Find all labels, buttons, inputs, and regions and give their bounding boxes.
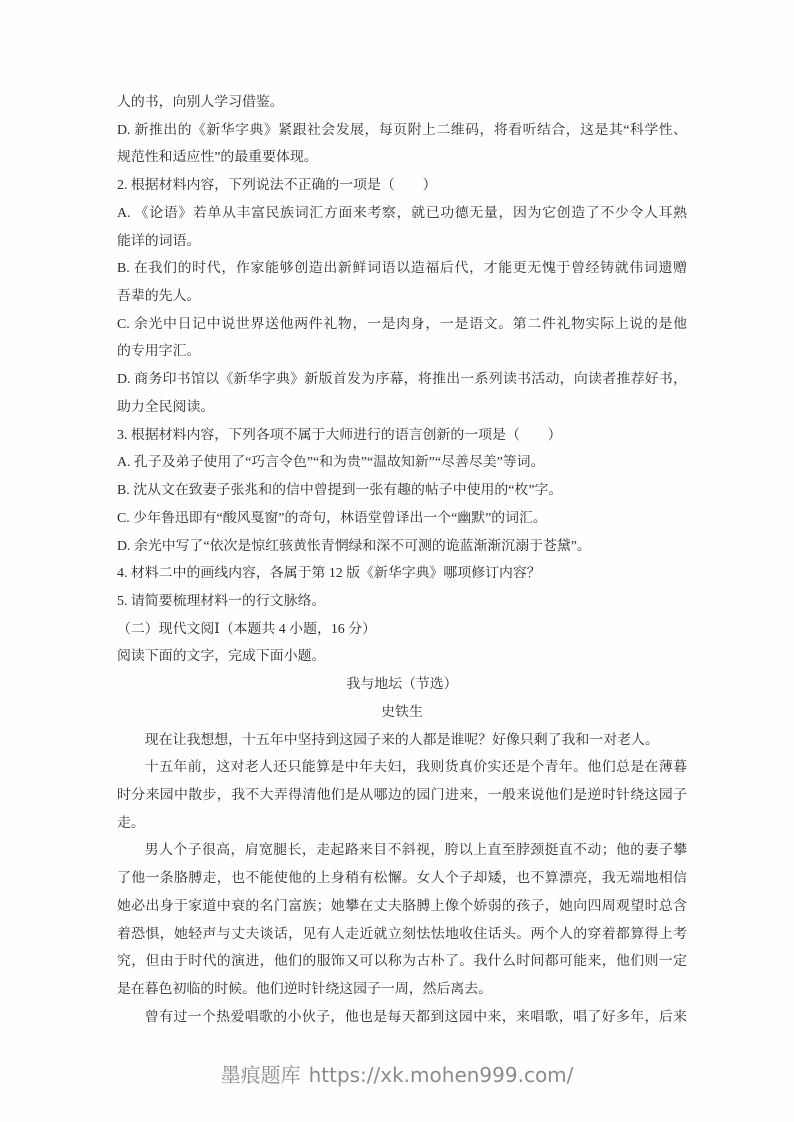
option-continuation-line: 人的书，向别人学习借鉴。 [117,95,284,110]
question-4-stem: 4. 材料二中的画线内容，各属于第 12 版《新华字典》哪项修订内容？ [117,566,541,582]
q3-option-D-line: D. 余光中写了“依次是惊红骇黄怅青惘绿和深不可测的诡蓝渐渐沉溺于苍黛”。 [117,538,591,554]
q2-option-D-continuation: 助力全民阅读。 [117,399,215,415]
article-title: 我与地坛（节选） [346,677,458,693]
article-text-line: 十五年前，这对老人还只能算是中年夫妇，我则货真价实还是个青年。他们总是在薄暮 [144,760,687,776]
q3-option-A-line: A. 孔子及弟子使用了“巧言令色”“和为贵”“温故知新”“尽善尽美”等词。 [117,455,545,471]
q2-option-D-line: D. 商务印书馆以《新华字典》新版首发为序幕，将推出一系列读书活动，向读者推荐好书， [117,372,687,388]
article-text-line: 了他一条胳膊走，也不能使他的上身稍有松懈。女人个子却矮，也不算漂亮，我无端地相信 [117,871,687,887]
q2-option-C-continuation: 的专用字汇。 [117,344,201,360]
article-author: 史铁生 [381,704,423,720]
section-heading: （二）现代文阅Ⅰ（本题共 4 小题，16 分） [117,621,376,637]
question-5-stem: 5. 请简要梳理材料一的行文脉络。 [117,593,326,609]
article-text-line: 走。 [117,815,145,831]
footer-watermark [0,1060,794,1090]
footer-site-name: 墨痕题库 [220,1063,301,1087]
article-text-line: 是在暮色初临的时候。他们逆时针绕这园子一周，然后离去。 [117,982,493,997]
article-text-line: 究，但由于时代的演进，他们的服饰又可以称为古朴了。我什么时间都可能来，他们则一定 [117,954,687,970]
option-D-continuation: 规范性和适应性”的最重要体现。 [117,150,318,166]
document-lines [117,89,687,1031]
article-text-line: 曾有过一个热爱唱歌的小伙子，他也是每天都到这园中来，来唱歌，唱了好多年，后来 [144,1009,687,1025]
reading-instruction: 阅读下面的文字，完成下面小题。 [117,649,326,665]
q3-option-C-line: C. 少年鲁迅即有“酸风戛窗”的奇句，林语堂曾译出一个“幽默”的词汇。 [117,510,547,526]
q2-option-B-continuation: 吾辈的先人。 [117,289,201,305]
q3-option-B-line: B. 沈从文在致妻子张兆和的信中曾提到一张有趣的帖子中使用的“枚”字。 [117,483,563,499]
article-text-line: 男人个子很高，肩宽腿长，走起路来目不斜视，胯以上直至脖颈挺直不动；他的妻子攀 [144,843,687,859]
article-text-line: 她必出身于家道中衰的名门富族；她攀在丈夫胳膊上像个娇弱的孩子，她向四周观望时总含 [117,898,687,914]
option-D-line: D. 新推出的《新华字典》紧跟社会发展，每页附上二维码，将看听结合，这是其“科学性、 [117,122,687,138]
footer-url: https://xk.mohen999.com/ [308,1063,574,1087]
article-text-line: 现在让我想想，十五年中坚持到这园子来的人都是谁呢？好像只剩了我和一对老人。 [144,732,659,748]
question-2-stem: 2. 根据材料内容，下列说法不正确的一项是（ ） [117,178,437,194]
q2-option-C-line: C. 余光中日记中说世界送他两件礼物，一是肉身，一是语文。第二件礼物实际上说的是他 [117,316,687,332]
q2-option-A-line: A. 《论语》若单从丰富民族词汇方面来考察，就已功德无量，因为它创造了不少令人耳熟 [117,205,687,221]
question-3-stem: 3. 根据材料内容，下列各项不属于大师进行的语言创新的一项是（ ） [117,427,562,443]
article-text-line: 时分来园中散步，我不大弄得清他们是从哪边的园门进来，一般来说他们是逆时针绕这园子 [117,787,687,803]
q2-option-B-line: B. 在我们的时代，作家能够创造出新鲜词语以造福后代，才能更无愧于曾经铸就伟词遗赠 [117,261,687,277]
article-text-line: 着恐惧，她轻声与丈夫谈话，见有人走近就立刻怯怯地收住话头。两个人的穿着都算得上考 [117,926,687,942]
q2-option-A-continuation: 能详的词语。 [117,233,201,249]
